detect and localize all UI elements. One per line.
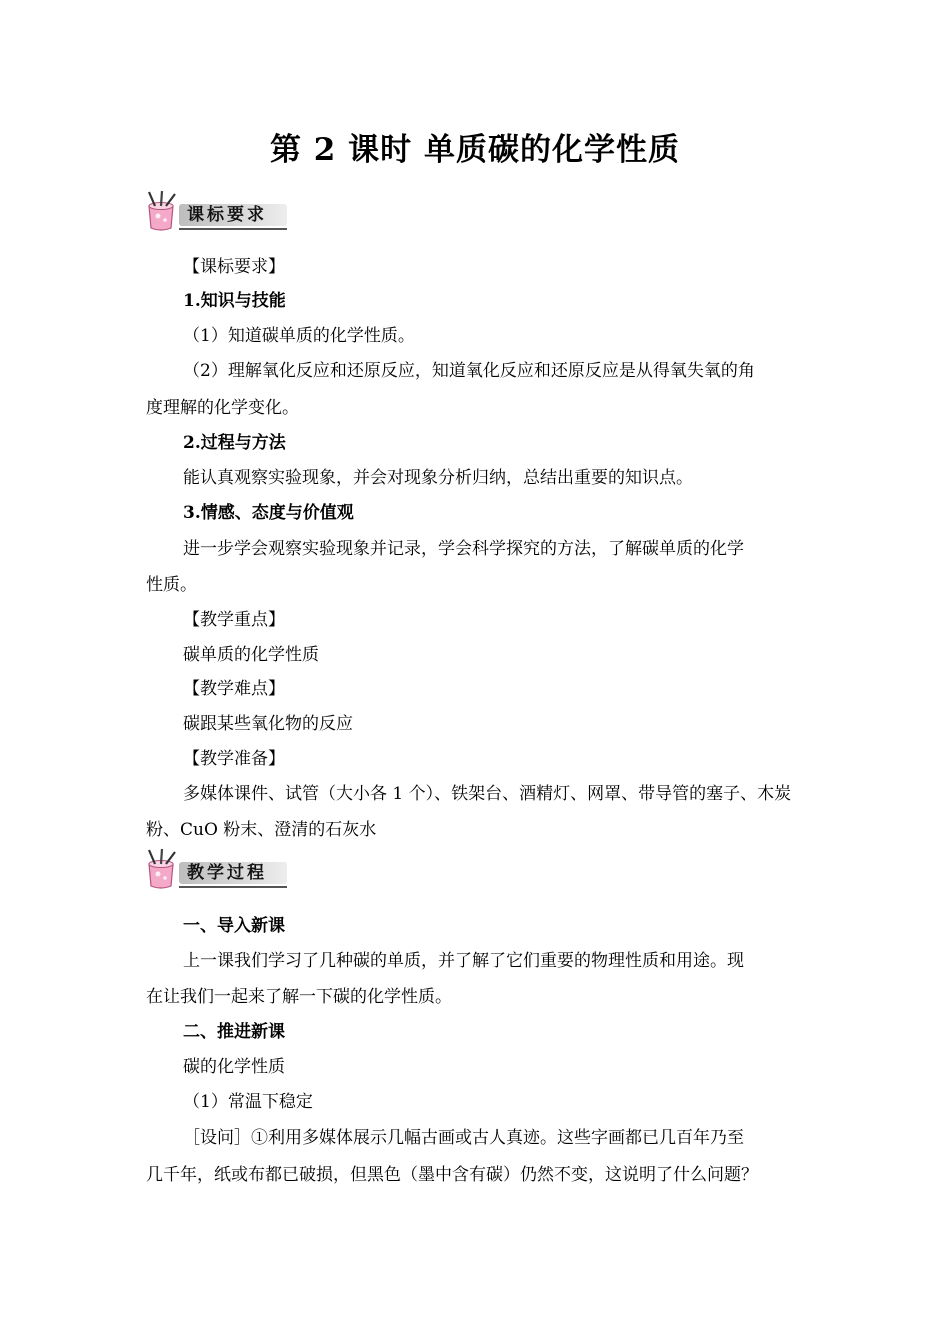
section3-text-line1: 进一步学会观察实验现象并记录，学会科学探究的方法，了解碳单质的化学 <box>183 539 744 559</box>
section1-item2-line1: （2）理解氧化反应和还原反应，知道氧化反应和还原反应是从得氧失氧的角 <box>183 361 755 381</box>
preparation-text-line1: 多媒体课件、试管（大小各 1 个）、铁架台、酒精灯、网罩、带导管的塞子、木炭 <box>183 784 792 804</box>
process-para3: （1）常温下稳定 <box>183 1092 313 1112</box>
process-para2: 碳的化学性质 <box>183 1057 285 1077</box>
preparation-text-line2: 粉、CuO 粉末、澄清的石灰水 <box>146 820 377 840</box>
pen-holder-icon <box>143 848 183 890</box>
process-heading-2: 二、推进新课 <box>183 1022 285 1042</box>
section-badge-process <box>143 848 288 890</box>
section3-text-line2: 性质。 <box>146 575 197 595</box>
difficulties-label: 【教学难点】 <box>183 679 285 699</box>
key-points-label: 【教学重点】 <box>183 610 285 630</box>
section2-title: 2.过程与方法 <box>183 433 286 453</box>
process-heading-1: 一、导入新课 <box>183 916 285 936</box>
section3-title: 3.情感、态度与价值观 <box>183 503 354 523</box>
pen-holder-icon <box>143 190 183 232</box>
difficulties-text: 碳跟某些氧化物的反应 <box>183 714 353 734</box>
badge-underline <box>179 886 287 888</box>
badge-label: 课标要求 <box>187 205 267 225</box>
requirements-label: 【课标要求】 <box>183 257 285 277</box>
section-badge-requirements <box>143 190 288 232</box>
badge-underline <box>179 228 287 230</box>
process-para4-line2: 几千年，纸或布都已破损，但黑色（墨中含有碳）仍然不变，这说明了什么问题？ <box>146 1165 758 1185</box>
section1-item2-line2: 度理解的化学变化。 <box>146 398 299 418</box>
section1-item1: （1）知道碳单质的化学性质。 <box>183 326 415 346</box>
preparation-label: 【教学准备】 <box>183 749 285 769</box>
process-para1-line2: 在让我们一起来了解一下碳的化学性质。 <box>146 987 452 1007</box>
process-para1-line1: 上一课我们学习了几种碳的单质，并了解了它们重要的物理性质和用途。现 <box>183 951 744 971</box>
page-title: 第 2 课时 单质碳的化学性质 <box>270 132 680 168</box>
key-points-text: 碳单质的化学性质 <box>183 645 319 665</box>
section1-title: 1.知识与技能 <box>183 291 286 311</box>
section2-text: 能认真观察实验现象，并会对现象分析归纳，总结出重要的知识点。 <box>183 468 693 488</box>
process-para4-line1: ［设问］①利用多媒体展示几幅古画或古人真迹。这些字画都已几百年乃至 <box>183 1128 744 1148</box>
badge-label: 教学过程 <box>187 863 267 883</box>
